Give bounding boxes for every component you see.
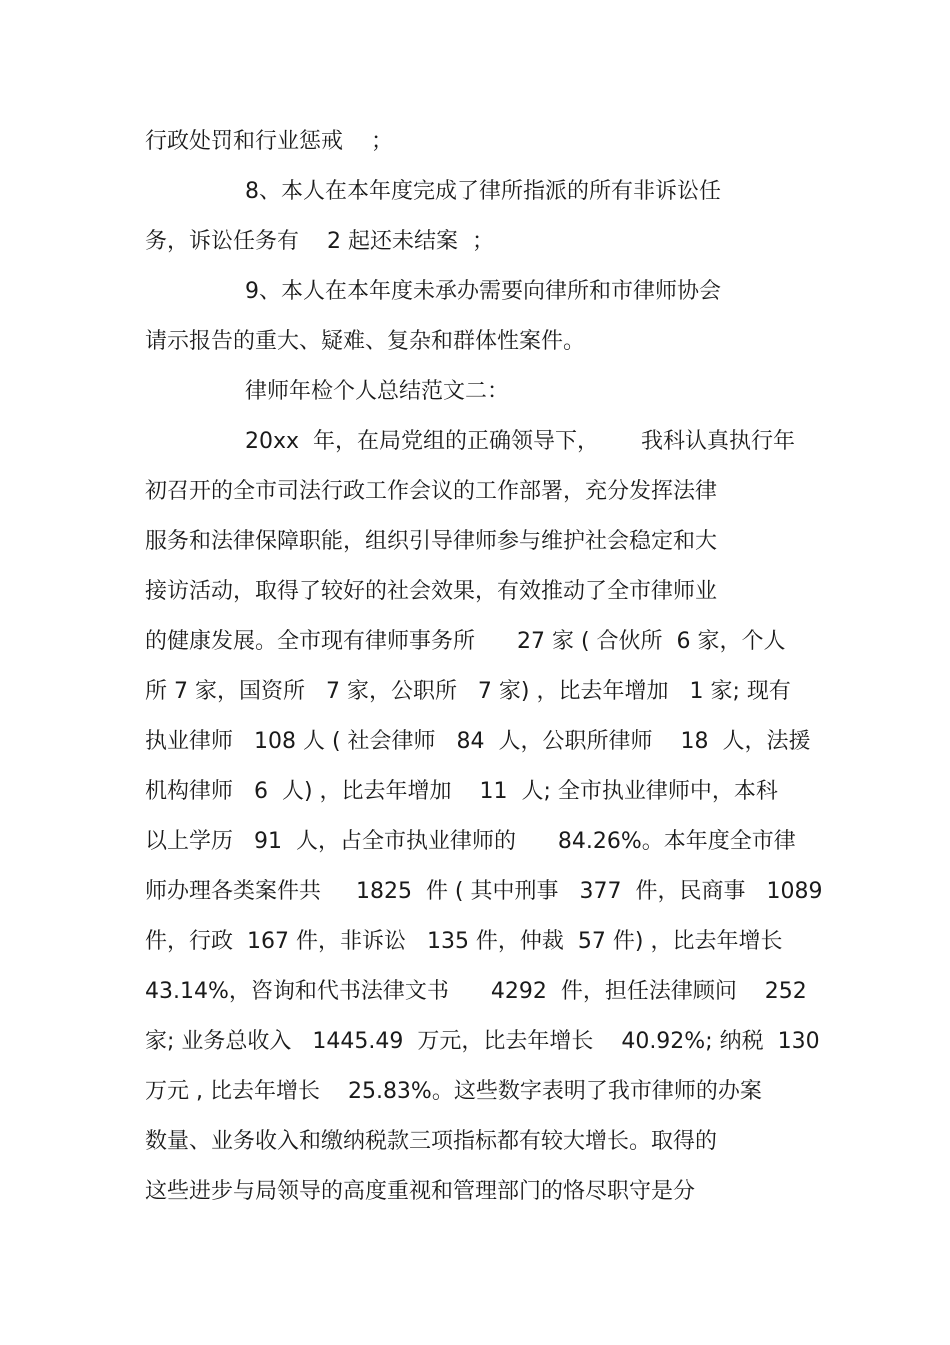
text-line: 务，诉讼任务有 2 起还未结案 ； [145,229,494,254]
text-line: 执业律师 108 人 ( 社会律师 84 人，公职所律师 18 人，法援 [145,729,811,754]
text-line: 8、本人在本年度完成了律所指派的所有非诉讼任 [245,179,721,204]
text-line: 这些进步与局领导的高度重视和管理部门的恪尽职守是分 [145,1179,696,1204]
text-line: 服务和法律保障职能，组织引导律师参与维护社会稳定和大 [145,529,718,554]
text-line: 件，行政 167 件，非诉讼 135 件，仲裁 57 件) ，比去年增长 [145,929,783,954]
section-heading: 律师年检个人总结范文二： [245,379,510,404]
text-line: 数量、业务收入和缴纳税款三项指标都有较大增长。取得的 [145,1129,718,1154]
text-line: 万元 , 比去年增长 25.83%。这些数字表明了我市律师的办案 [145,1079,762,1104]
text-line: 20xx 年，在局党组的正确领导下， 我科认真执行年 [245,429,795,454]
text-line: 行政处罚和行业惩戒 ； [145,129,393,154]
text-line: 9、本人在本年度未承办需要向律所和市律师协会 [245,279,721,304]
text-line: 接访活动，取得了较好的社会效果，有效推动了全市律师业 [145,579,718,604]
text-line: 师办理各类案件共 1825 件 ( 其中刑事 377 件，民商事 1089 [145,879,823,904]
text-line: 家; 业务总收入 1445.49 万元，比去年增长 40.92%; 纳税 130 [145,1029,820,1054]
text-line: 请示报告的重大、疑难、复杂和群体性案件。 [145,329,586,354]
text-line: 初召开的全市司法行政工作会议的工作部署，充分发挥法律 [145,479,718,504]
text-line: 机构律师 6 人) ，比去年增加 11 人; 全市执业律师中，本科 [145,779,778,804]
text-line: 以上学历 91 人，占全市执业律师的 84.26%。本年度全市律 [145,829,796,854]
text-line: 所 7 家，国资所 7 家，公职所 7 家) ，比去年增加 1 家; 现有 [145,679,791,704]
text-line: 43.14%，咨询和代书法律文书 4292 件，担任法律顾问 252 [145,979,807,1004]
text-line: 的健康发展。全市现有律师事务所 27 家 ( 合伙所 6 家，个人 [145,629,786,654]
